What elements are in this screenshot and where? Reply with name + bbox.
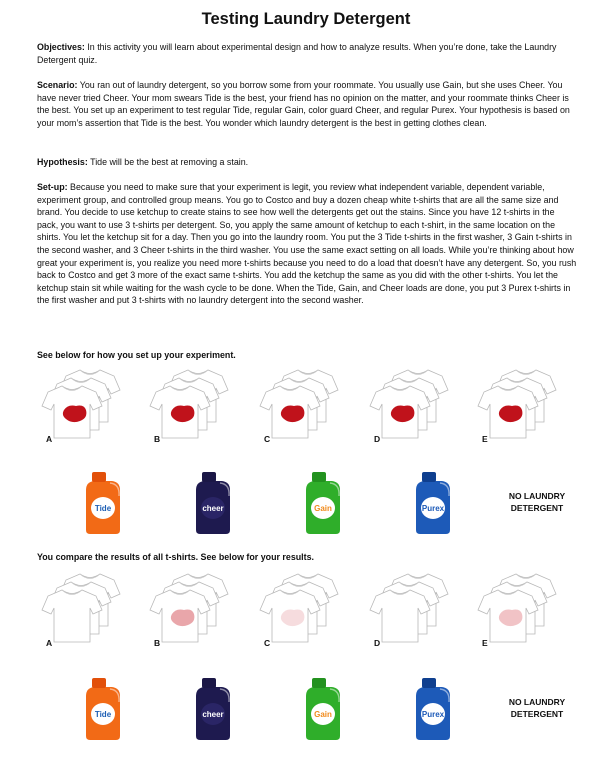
bottle-brand-text: Gain (314, 710, 332, 719)
cheer-bottle-icon (190, 676, 236, 742)
setup-tshirt-row (0, 366, 612, 466)
bottle-brand-text: Tide (94, 710, 112, 719)
setup-text: Because you need to make sure that your experiment is legit, you review what independent variable, dependent variable, experiment group, and controlled group means. You go to Costco and buy a dozen cheap white t-shirts that are all the same size and brand. You decide to use ketchup to create stains to see how well the detergents get out the stains. Since you have 12 t-shirts in the pack, you want to use 3 t-shirts per detergent. So, you apply the same amount of ketchup to each t-shirt, in the same location on the shirts. You let the ketchup sit for a day. Then you go into the laundry room. You put the 3 Tide t-shirts in the first washer, 3 Gain t-shirts in the second washer, and 3 Cheer t-shirts in the third washer. You use the same exact setting on all loads. While you’re thinking about how great your experiment is, you realize you need more t-shirts because you need to do a load that doesn’t have any detergent. So, you rush back to Costco and get 3 more of the exact same t-shirts. You add the ketchup the same as you did with the other t-shirts. You let the ketchup stain sit while waiting for the wash cycle to be done. When the Tide, Gain, and Cheer loads are done, you put 3 Purex t-shirts in the first washer and put 3 t-shirts with no laundry detergent into the second washer. (37, 182, 577, 306)
result-group-c (256, 570, 352, 670)
results-bottle-row (0, 672, 612, 772)
tide-bottle-icon (80, 470, 126, 536)
bottle-cap (312, 678, 326, 688)
bottle-brand-text: Gain (314, 504, 332, 513)
bottle-cap (422, 472, 436, 482)
setup-paragraph (37, 181, 577, 307)
results-tshirt-row (0, 570, 612, 670)
tshirt-stack-icon (256, 570, 352, 656)
setup-bottle-row (0, 466, 612, 566)
scenario-label: Scenario: (37, 80, 78, 90)
setup-group-d (366, 366, 462, 466)
objectives-paragraph (37, 41, 577, 66)
setup-group-c (256, 366, 352, 466)
tshirt-stack-icon (366, 366, 462, 452)
objectives-label: Objectives: (37, 42, 85, 52)
tshirt-stack-icon (38, 366, 134, 452)
tshirt-stack-icon (146, 366, 242, 452)
results-caption: You compare the results of all t-shirts. See below for your results. (37, 552, 314, 562)
bottle-cap (92, 678, 106, 688)
bottle-brand-text: Purex (421, 710, 445, 719)
tshirt-stack-icon (474, 366, 570, 452)
group-letter: A (46, 638, 53, 648)
group-letter: A (46, 434, 53, 444)
bottle-brand-text: cheer (202, 504, 224, 513)
group-letter: C (264, 434, 271, 444)
hypothesis-label: Hypothesis: (37, 157, 88, 167)
tshirt-stack-icon (146, 570, 242, 656)
result-group-d (366, 570, 462, 670)
no-detergent-label: NO LAUNDRY DETERGENT (508, 491, 566, 513)
purex-bottle-icon (410, 676, 456, 742)
scenario-text: You ran out of laundry detergent, so you borrow some from your roommate. You usually use Gain, but she uses Cheer. You have never tried Cheer. Your mom swears Tide is the best, your friend has no opinion on the matter, and your roommate thinks Cheer is the best. You set up an experiment to test regular Tide, regular Gain, color guard Cheer, and regular Purex. Your hypothesis is based on your mom’s assertion that Tide is the best. You wonder which laundry detergent is the best in getting clothes clean. (37, 80, 570, 128)
tshirt-stack-icon (366, 570, 462, 656)
hypothesis-text: Tide will be the best at removing a stain. (87, 157, 249, 167)
cheer-bottle-icon (190, 470, 236, 536)
scenario-paragraph (37, 79, 577, 129)
group-letter: C (264, 638, 271, 648)
group-letter: E (482, 434, 488, 444)
tshirt-stack-icon (474, 570, 570, 656)
bottle-cap (202, 678, 216, 688)
tide-bottle-icon (80, 676, 126, 742)
tshirt-stack-icon (38, 570, 134, 656)
no-detergent-label: NO LAUNDRY DETERGENT (508, 697, 566, 719)
setup-group-e (474, 366, 570, 466)
bottle-cap (202, 472, 216, 482)
setup-label: Set-up: (37, 182, 68, 192)
bottle-cap (312, 472, 326, 482)
bottle-cap (422, 678, 436, 688)
objectives-text: In this activity you will learn about experimental design and how to analyze results. When you’re done, take the Laundry Detergent quiz. (37, 42, 557, 65)
group-letter: B (154, 434, 161, 444)
tshirt-stack-icon (256, 366, 352, 452)
bottle-cap (92, 472, 106, 482)
bottle-brand-text: Purex (421, 504, 445, 513)
purex-bottle-icon (410, 470, 456, 536)
group-letter: B (154, 638, 161, 648)
setup-group-b (146, 366, 242, 466)
hypothesis-paragraph (37, 156, 577, 169)
bottle-brand-text: Tide (94, 504, 112, 513)
result-group-e (474, 570, 570, 670)
gain-bottle-icon (300, 676, 346, 742)
bottle-brand-text: cheer (202, 710, 224, 719)
setup-caption: See below for how you set up your experiment. (37, 350, 236, 360)
page-title: Testing Laundry Detergent (201, 10, 411, 28)
group-letter: D (374, 434, 381, 444)
group-letter: D (374, 638, 381, 648)
result-group-b (146, 570, 242, 670)
gain-bottle-icon (300, 470, 346, 536)
setup-group-a (38, 366, 134, 466)
result-group-a (38, 570, 134, 670)
group-letter: E (482, 638, 488, 648)
